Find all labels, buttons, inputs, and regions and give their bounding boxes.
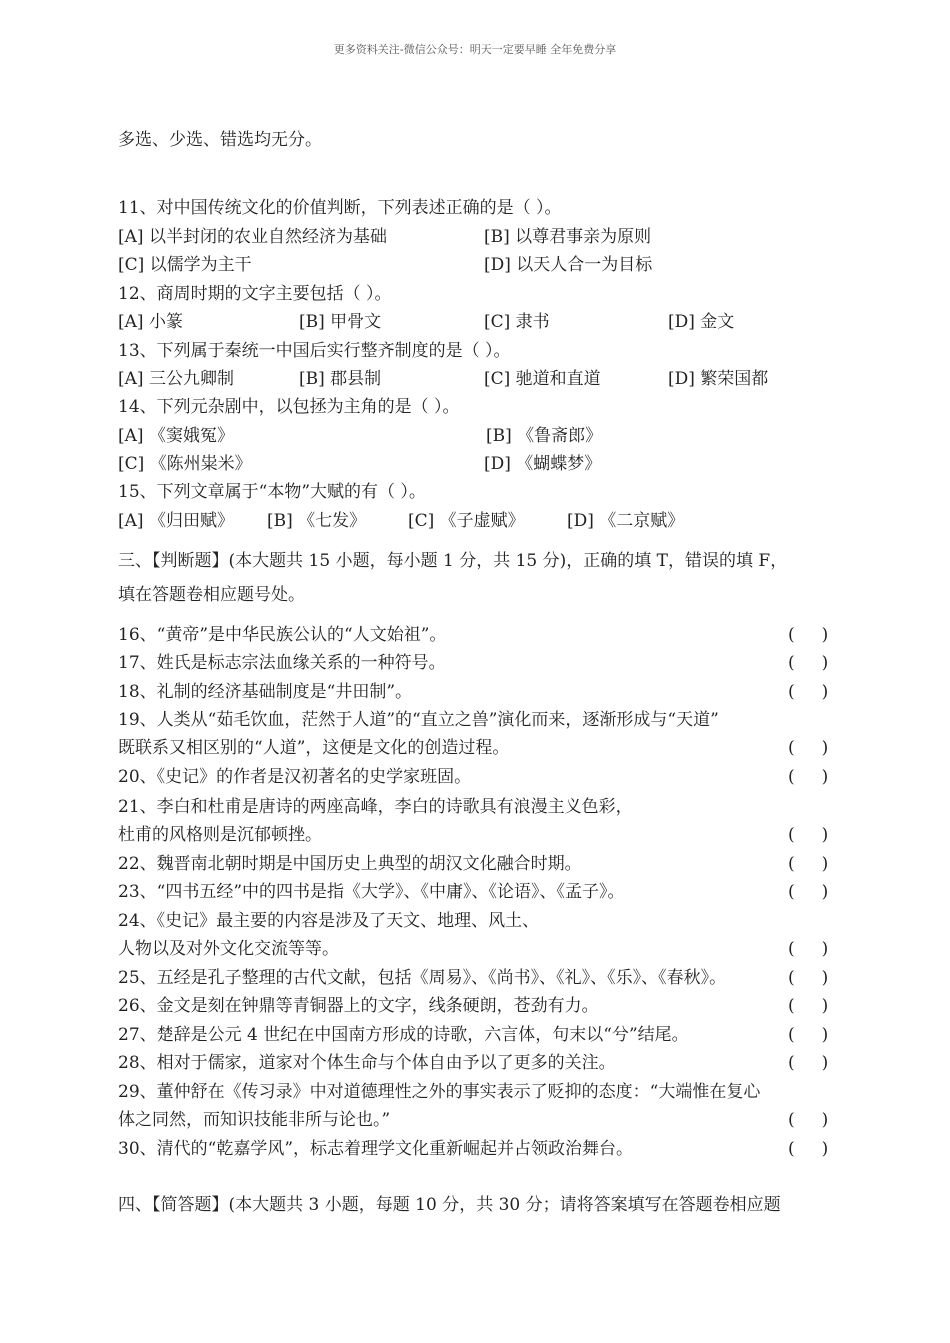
answer-paren-19: ( ) — [788, 738, 829, 758]
q12-option-a: [A] 小篆 — [118, 312, 183, 332]
q13-option-b: [B] 郡县制 — [299, 369, 382, 389]
answer-paren-18: ( ) — [788, 682, 829, 702]
q11-option-d: [D] 以天人合一为目标 — [484, 255, 653, 275]
answer-paren-29: ( ) — [788, 1110, 829, 1130]
tf-item-29-line2: 体之同然，而知识技能非所与论也。” — [118, 1110, 391, 1130]
tf-item-21-line2: 杜甫的风格则是沉郁顿挫。 — [118, 825, 322, 845]
tf-item-24-line2: 人物以及对外文化交流等等。 — [118, 939, 339, 959]
tf-item-26: 26、金文是刻在钟鼎等青铜器上的文字，线条硬朗，苍劲有力。 — [118, 996, 599, 1016]
answer-paren-24: ( ) — [788, 939, 829, 959]
tf-item-17: 17、姓氏是标志宗法血缘关系的一种符号。 — [118, 653, 446, 673]
q13-option-a: [A] 三公九卿制 — [118, 369, 234, 389]
question-11: 11、对中国传统文化的价值判断，下列表述正确的是（ ）。 — [118, 198, 562, 218]
answer-paren-27: ( ) — [788, 1025, 829, 1045]
q13-option-c: [C] 驰道和直道 — [484, 369, 601, 389]
tf-item-28: 28、相对于儒家，道家对个体生命与个体自由予以了更多的关注。 — [118, 1053, 616, 1073]
tf-item-24-line1: 24、《史记》最主要的内容是涉及了天文、地理、风土、 — [118, 911, 540, 931]
section-4-heading: 四、【简答题】(本大题共 3 小题，每题 10 分，共 30 分；请将答案填写在答题卷相应题 — [118, 1195, 781, 1215]
question-15: 15、下列文章属于“本物”大赋的有（ ）。 — [118, 482, 426, 502]
tf-item-20: 20、《史记》的作者是汉初著名的史学家班固。 — [118, 767, 472, 787]
q15-option-b: [B] 《七发》 — [267, 511, 367, 531]
tf-item-27: 27、楚辞是公元 4 世纪在中国南方形成的诗歌，六言体，句末以“兮”结尾。 — [118, 1025, 689, 1045]
answer-paren-16: ( ) — [788, 625, 829, 645]
q12-option-d: [D] 金文 — [668, 312, 735, 332]
answer-paren-20: ( ) — [788, 767, 829, 787]
section-3-heading: 三、【判断题】(本大题共 15 小题，每小题 1 分，共 15 分)，正确的填 T，错误的填 F， — [118, 551, 788, 571]
instruction-tail: 多选、少选、错选均无分。 — [118, 130, 322, 150]
answer-paren-25: ( ) — [788, 968, 829, 988]
q14-option-b: [B] 《鲁斋郎》 — [486, 426, 603, 446]
question-13: 13、下列属于秦统一中国后实行整齐制度的是（ ）。 — [118, 341, 511, 361]
q15-option-c: [C] 《子虚赋》 — [408, 511, 525, 531]
q11-option-b: [B] 以尊君事亲为原则 — [484, 227, 652, 247]
q11-option-a: [A] 以半封闭的农业自然经济为基础 — [118, 227, 387, 247]
tf-item-25: 25、五经是孔子整理的古代文献，包括《周易》、《尚书》、《礼》、《乐》、《春秋》。 — [118, 968, 727, 988]
tf-item-19-line1: 19、人类从“茹毛饮血，茫然于人道”的“直立之兽”演化而来，逐渐形成与“天道” — [118, 710, 719, 730]
tf-item-21-line1: 21、李白和杜甫是唐诗的两座高峰，李白的诗歌具有浪漫主义色彩， — [118, 797, 633, 817]
answer-paren-23: ( ) — [788, 882, 829, 902]
question-14: 14、下列元杂剧中，以包拯为主角的是（ ）。 — [118, 397, 460, 417]
q14-option-d: [D] 《蝴蝶梦》 — [484, 454, 602, 474]
tf-item-29-line1: 29、董仲舒在《传习录》中对道德理性之外的事实表示了贬抑的态度：“大端惟在复心 — [118, 1082, 761, 1102]
q12-option-c: [C] 隶书 — [484, 312, 550, 332]
answer-paren-21: ( ) — [788, 825, 829, 845]
answer-paren-22: ( ) — [788, 854, 829, 874]
q12-option-b: [B] 甲骨文 — [299, 312, 382, 332]
q11-option-c: [C] 以儒学为主干 — [118, 255, 252, 275]
answer-paren-26: ( ) — [788, 996, 829, 1016]
q15-option-a: [A] 《归田赋》 — [118, 511, 234, 531]
page-header: 更多资料关注-微信公众号：明天一定要早睡 全年免费分享 — [333, 43, 617, 56]
q14-option-a: [A] 《窦娥冤》 — [118, 426, 234, 446]
tf-item-19-line2: 既联系又相区别的“人道”，这便是文化的创造过程。 — [118, 738, 510, 758]
tf-item-23: 23、“四书五经”中的四书是指《大学》、《中庸》、《论语》、《孟子》。 — [118, 882, 625, 902]
tf-item-16: 16、“黄帝”是中华民族公认的“人文始祖”。 — [118, 625, 447, 645]
answer-paren-28: ( ) — [788, 1053, 829, 1073]
tf-item-22: 22、魏晋南北朝时期是中国历史上典型的胡汉文化融合时期。 — [118, 854, 582, 874]
section-3-instruction: 填在答题卷相应题号处。 — [118, 585, 305, 605]
tf-item-18: 18、礼制的经济基础制度是“井田制”。 — [118, 682, 413, 702]
answer-paren-17: ( ) — [788, 653, 829, 673]
answer-paren-30: ( ) — [788, 1139, 829, 1159]
q14-option-c: [C] 《陈州粜米》 — [118, 454, 252, 474]
q15-option-d: [D] 《二京赋》 — [567, 511, 685, 531]
q13-option-d: [D] 繁荣国都 — [668, 369, 769, 389]
question-12: 12、商周时期的文字主要包括（ ）。 — [118, 284, 392, 304]
tf-item-30: 30、清代的“乾嘉学风”，标志着理学文化重新崛起并占领政治舞台。 — [118, 1139, 634, 1159]
